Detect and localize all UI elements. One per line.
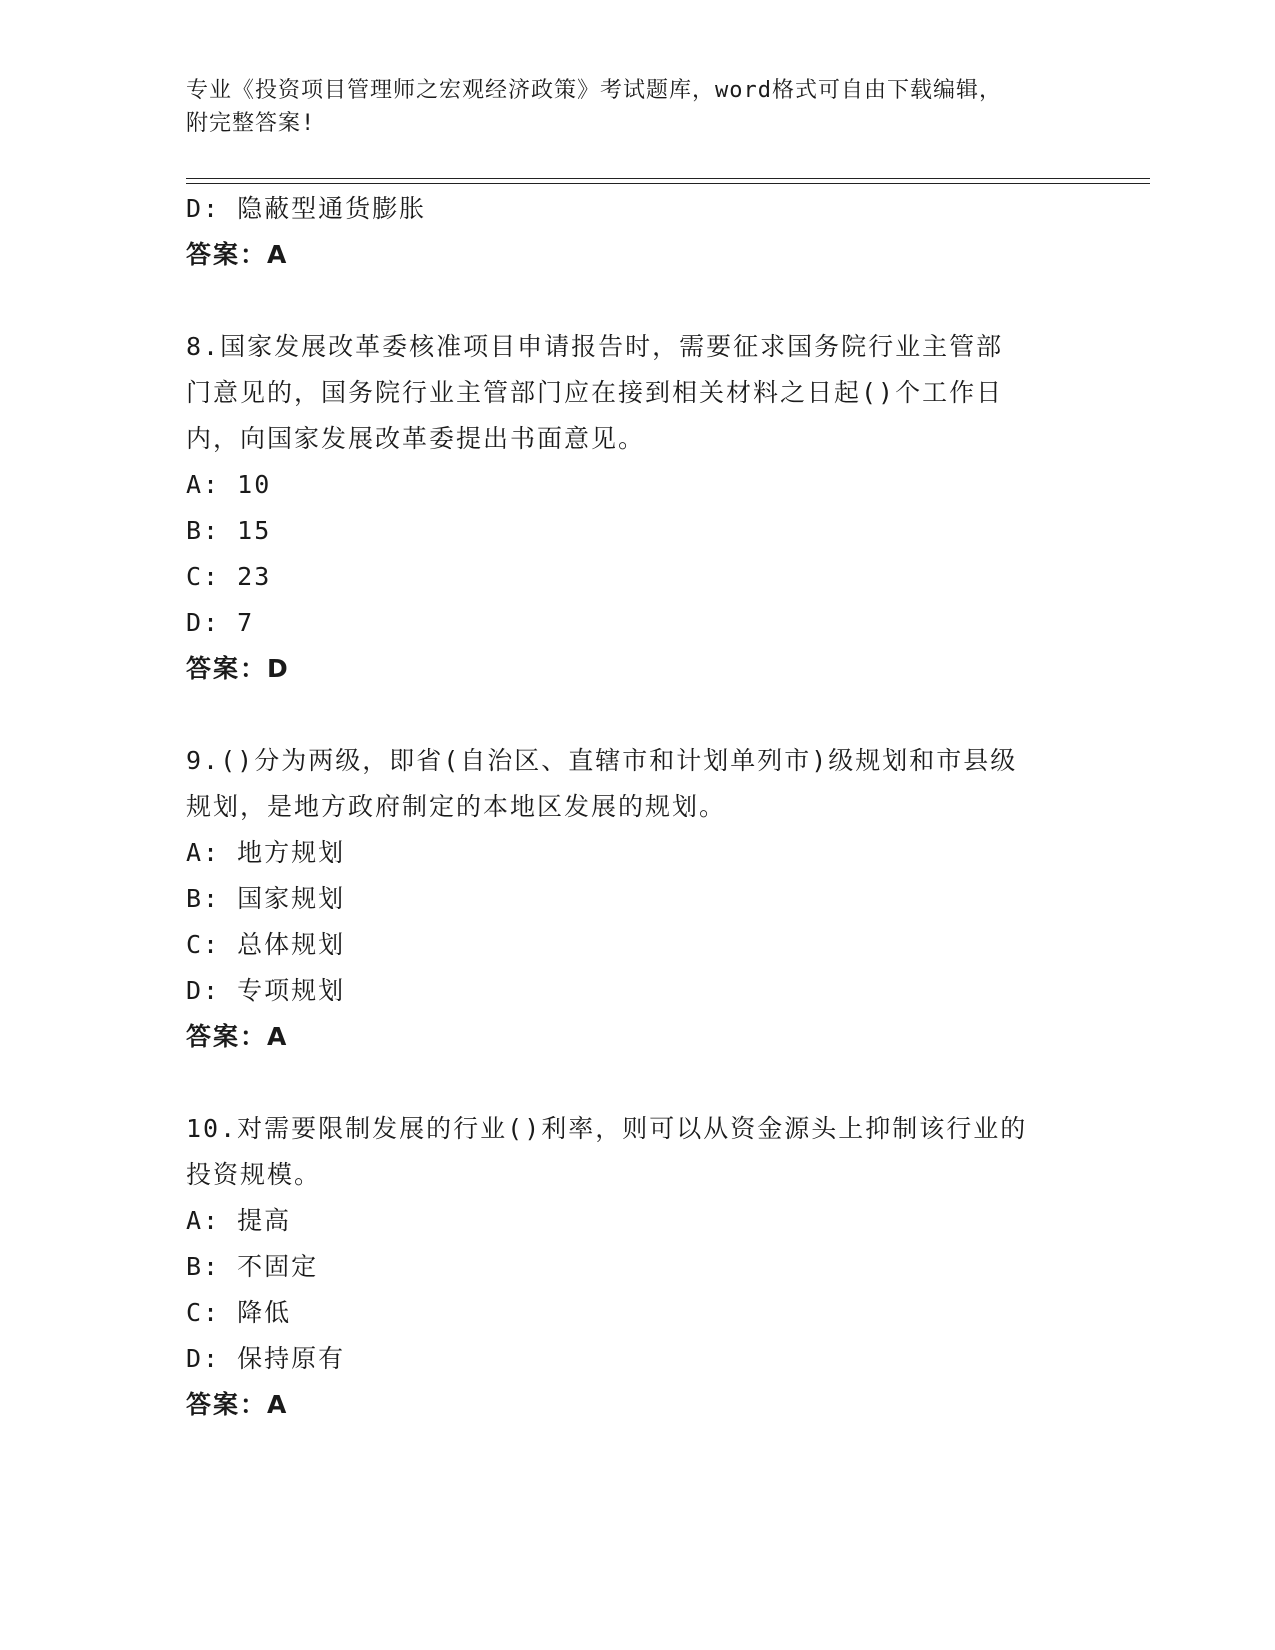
- question-8-option-a: A: 10: [186, 470, 272, 499]
- spacer: [186, 278, 1086, 324]
- question-10-option-d: D: 保持原有: [186, 1344, 346, 1373]
- header-rule-top: [186, 178, 1150, 179]
- question-8-option-c: C: 23: [186, 562, 272, 591]
- question-8: [186, 324, 1086, 692]
- question-9-option-a: A: 地方规划: [186, 838, 346, 867]
- question-9-stem-line-1: 9.()分为两级，即省(自治区、直辖市和计划单列市)级规划和市县级: [186, 746, 1018, 775]
- question-8-stem-line-1: 8.国家发展改革委核准项目申请报告时，需要征求国务院行业主管部: [186, 332, 1004, 361]
- question-10-stem-line-2: 投资规模。: [186, 1160, 322, 1189]
- header-line-1: 专业《投资项目管理师之宏观经济政策》考试题库，word格式可自由下载编辑，: [186, 78, 1002, 103]
- question-9-option-c: C: 总体规划: [186, 930, 346, 959]
- question-10-option-a: A: 提高: [186, 1206, 292, 1235]
- question-9-answer: 答案：A: [186, 1022, 289, 1051]
- question-9-stem-line-2: 规划，是地方政府制定的本地区发展的规划。: [186, 792, 727, 821]
- carryover-answer: 答案：A: [186, 240, 289, 269]
- question-content: [186, 186, 1086, 1428]
- question-9-option-d: D: 专项规划: [186, 976, 346, 1005]
- question-8-option-d: D: 7: [186, 608, 255, 637]
- spacer: [186, 692, 1086, 738]
- header-line-2: 附完整答案!: [186, 111, 316, 136]
- document-header: [186, 74, 1086, 140]
- question-10-option-c: C: 降低: [186, 1298, 292, 1327]
- question-10-option-b: B: 不固定: [186, 1252, 319, 1281]
- question-8-option-b: B: 15: [186, 516, 272, 545]
- question-8-stem-line-3: 内，向国家发展改革委提出书面意见。: [186, 424, 646, 453]
- question-9-option-b: B: 国家规划: [186, 884, 346, 913]
- question-8-stem-line-2: 门意见的，国务院行业主管部门应在接到相关材料之日起()个工作日: [186, 378, 1004, 407]
- question-9: [186, 738, 1086, 1060]
- question-10-stem-line-1: 10.对需要限制发展的行业()利率，则可以从资金源头上抑制该行业的: [186, 1114, 1028, 1143]
- question-10: [186, 1106, 1086, 1428]
- header-rule-bottom: [186, 183, 1150, 184]
- question-8-answer: 答案：D: [186, 654, 290, 683]
- carryover-option-d: D: 隐蔽型通货膨胀: [186, 194, 427, 223]
- question-10-answer: 答案：A: [186, 1390, 289, 1419]
- spacer: [186, 1060, 1086, 1106]
